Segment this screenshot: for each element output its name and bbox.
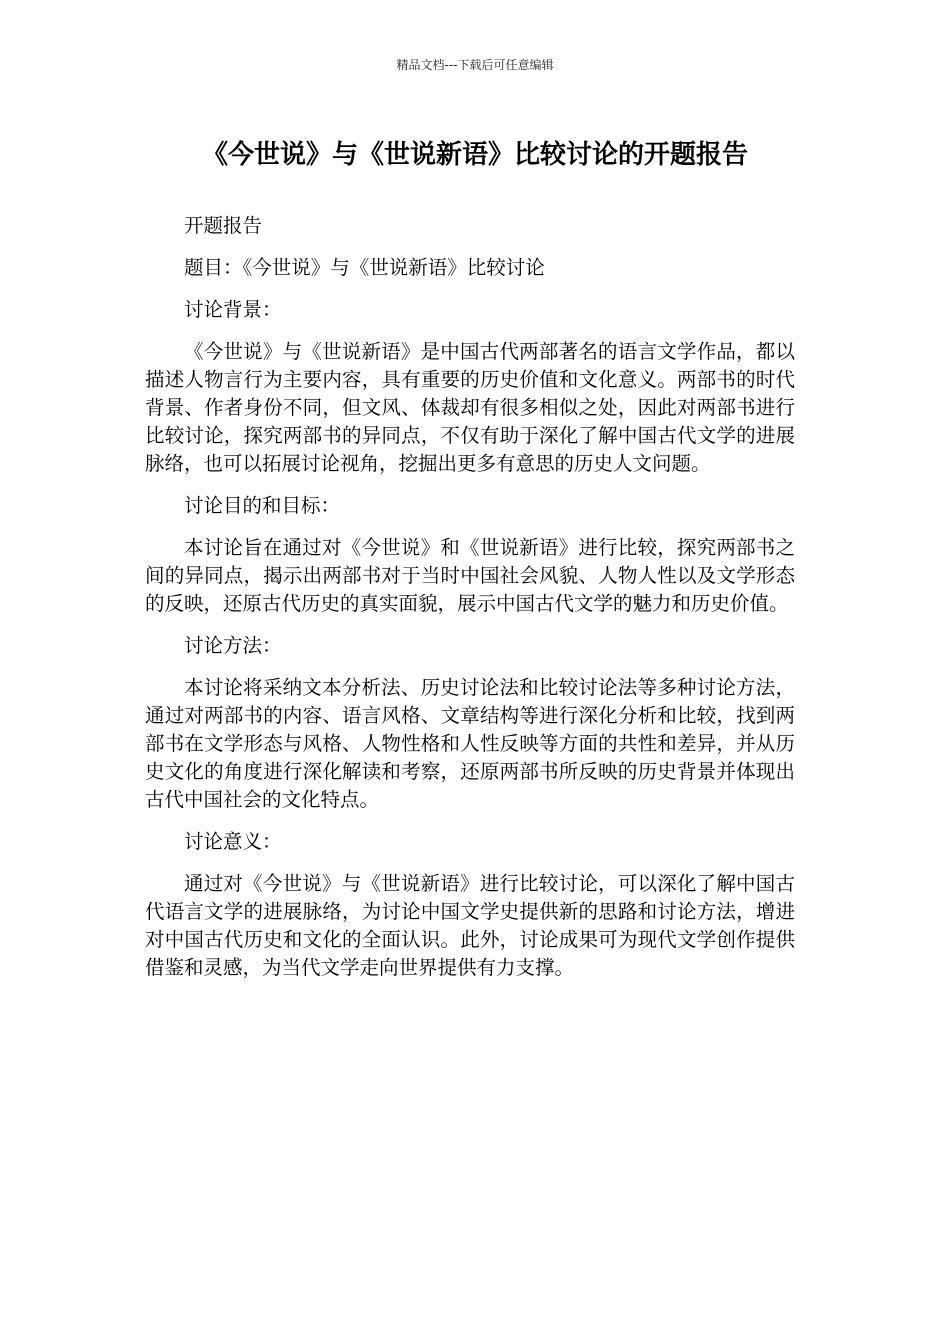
heading-background: 讨论背景： bbox=[184, 298, 282, 321]
heading-significance: 讨论意义： bbox=[184, 830, 282, 853]
paragraph-method: 本讨论将采纳文本分析法、历史讨论法和比较讨论法等多种讨论方法，通过对两部书的内容、语言风格、文章结构等进行深化分析和比较，找到两部书在文学形态与风格、人物性格和人性反映等方面的共性和差异，并从历史文化的角度进行深化解读和考察，还原两部书所反映的历史背景并体现出古代中国社会的文化特点。 bbox=[145, 676, 795, 811]
heading-purpose: 讨论目的和目标： bbox=[184, 494, 341, 517]
heading-method: 讨论方法： bbox=[184, 634, 282, 657]
document-title: 《今世说》与《世说新语》比较讨论的开题报告 bbox=[201, 140, 748, 170]
page-header-note: 精品文档---下载后可任意编辑 bbox=[396, 58, 554, 72]
document-body bbox=[145, 212, 795, 996]
paragraph-significance: 通过对《今世说》与《世说新语》进行比较讨论，可以深化了解中国古代语言文学的进展脉络，为讨论中国文学史提供新的思路和讨论方法，增进对中国古代历史和文化的全面认识。此外，讨论成果可为现代文学创作提供借鉴和灵感，为当代文学走向世界提供有力支撑。 bbox=[145, 872, 795, 979]
paragraph-background: 《今世说》与《世说新语》是中国古代两部著名的语言文学作品，都以描述人物言行为主要内容，具有重要的历史价值和文化意义。两部书的时代背景、作者身份不同，但文风、体裁却有很多相似之处，因此对两部书进行比较讨论，探究两部书的异同点，不仅有助于深化了解中国古代文学的进展脉络，也可以拓展讨论视角，挖掘出更多有意思的历史人文问题。 bbox=[145, 340, 795, 475]
paragraph-topic: 题目：《今世说》与《世说新语》比较讨论 bbox=[184, 256, 545, 279]
paragraph-report-label: 开题报告 bbox=[184, 214, 263, 237]
paragraph-purpose: 本讨论旨在通过对《今世说》和《世说新语》进行比较，探究两部书之间的异同点，揭示出两部书对于当时中国社会风貌、人物人性以及文学形态的反映，还原古代历史的真实面貌，展示中国古代文学的魅力和历史价值。 bbox=[145, 536, 795, 615]
